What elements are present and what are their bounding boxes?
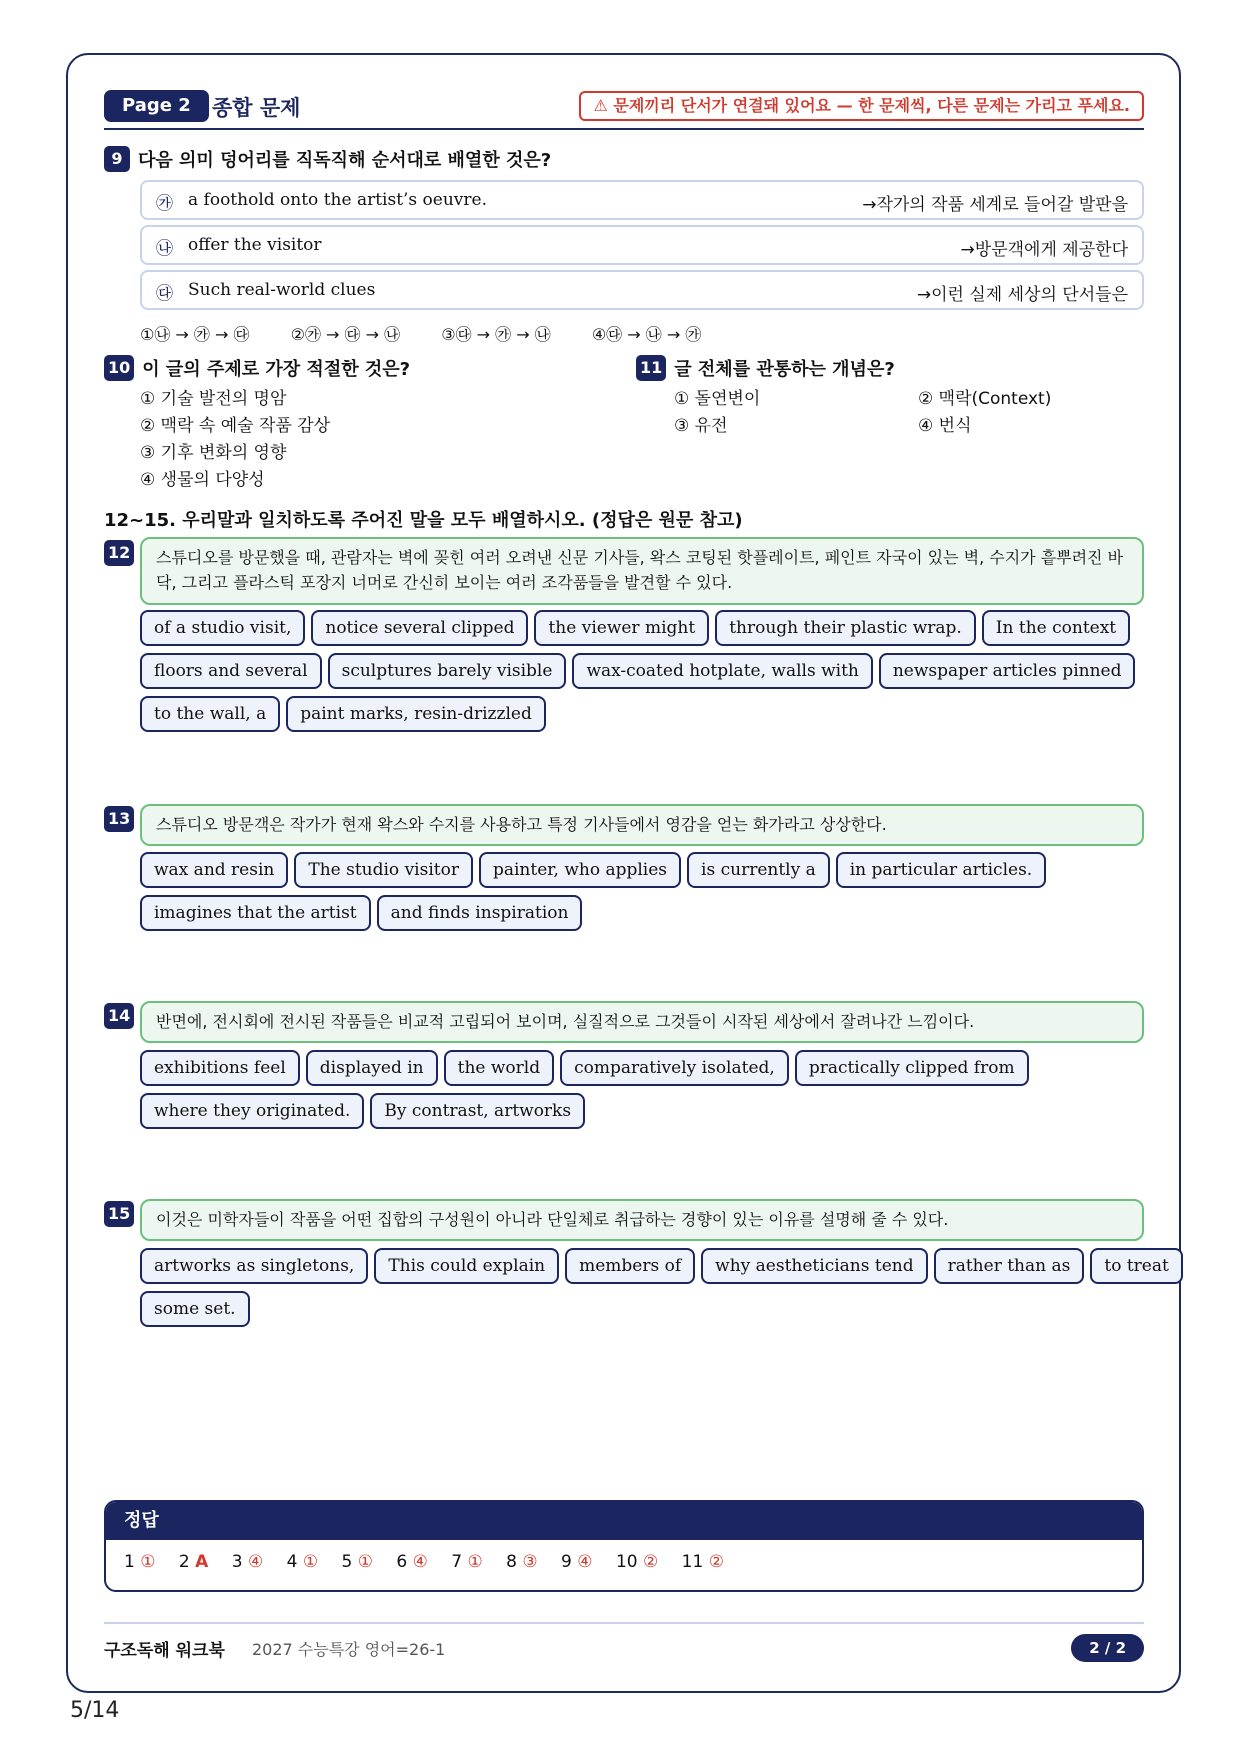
question-9-options <box>140 322 737 345</box>
page-footer <box>104 1622 1144 1672</box>
chip-line <box>140 1291 1150 1327</box>
chunk-mark: ㉰ <box>156 284 173 304</box>
word-chip[interactable]: newspaper articles pinned <box>879 653 1136 689</box>
word-chip[interactable]: exhibitions feel <box>140 1050 300 1086</box>
question-10-heading <box>104 355 410 381</box>
answer-value: ① <box>467 1552 483 1572</box>
answer-value: ④ <box>577 1552 593 1572</box>
option[interactable]: ②㉮ → ㉰ → ㉯ <box>290 325 401 344</box>
chunk-row <box>140 270 1144 310</box>
chunk-korean: →이런 실제 세상의 단서들은 <box>916 285 1128 305</box>
answer-item <box>682 1552 724 1572</box>
answer-item <box>396 1552 427 1572</box>
answer-key-title: 정답 <box>106 1502 1142 1540</box>
answer-value: ④ <box>247 1552 264 1572</box>
question-number-badge: 13 <box>104 806 134 832</box>
chunk-english: Such real-world clues <box>188 280 376 300</box>
word-chip[interactable]: where they originated. <box>140 1093 364 1129</box>
chunk-korean: →작가의 작품 세계로 들어갈 발판을 <box>862 195 1128 215</box>
word-chip[interactable]: The studio visitor <box>294 852 473 888</box>
word-chip[interactable]: and finds inspiration <box>377 895 583 931</box>
option[interactable]: ② 맥락 속 예술 작품 감상 <box>140 416 331 436</box>
chip-line <box>140 1050 1150 1086</box>
question-number-badge: 10 <box>104 355 134 381</box>
answer-item <box>287 1552 318 1572</box>
word-chip[interactable]: members of <box>565 1248 695 1284</box>
word-chip-area <box>140 610 1150 739</box>
answer-value: ④ <box>412 1552 428 1572</box>
answer-number: 10 <box>615 1552 638 1572</box>
answer-item <box>561 1552 592 1572</box>
chip-line <box>140 696 1150 732</box>
question-number-badge: 11 <box>636 355 666 381</box>
korean-sentence-box: 이것은 미학자들이 작품을 어떤 집합의 구성원이 아니라 단일체로 취급하는 경향이 있는 이유를 설명해 줄 수 있다. <box>140 1199 1144 1241</box>
word-chip[interactable]: some set. <box>140 1291 250 1327</box>
word-chip[interactable]: painter, who applies <box>479 852 681 888</box>
section-title: 12~15. 우리말과 일치하도록 주어진 말을 모두 배열하시오. (정답은 원문 참고) <box>104 510 743 531</box>
korean-sentence-box: 스튜디오를 방문했을 때, 관람자는 벽에 꽂힌 여러 오려낸 신문 기사들, 왁스 코팅된 핫플레이트, 페인트 자국이 있는 벽, 수지가 흩뿌려진 바닥, 그리고 플라스틱 포장지 너머로 간신히 보이는 여러 조각품들을 발견할 수 있다. <box>140 537 1144 605</box>
chip-line <box>140 895 1150 931</box>
workbook-subtitle: 2027 수능특강 영어=26-1 <box>252 1640 446 1659</box>
option[interactable]: ③ 유전 <box>674 416 728 436</box>
option[interactable]: ③ 기후 변화의 영향 <box>140 443 287 463</box>
chip-line <box>140 610 1150 646</box>
answer-item <box>616 1552 658 1572</box>
word-chip[interactable]: to treat <box>1090 1248 1182 1284</box>
chunk-korean: →방문객에게 제공한다 <box>960 240 1128 260</box>
option[interactable]: ③㉰ → ㉮ → ㉯ <box>441 325 551 344</box>
chunk-row <box>140 225 1144 265</box>
word-chip-area <box>140 1248 1169 1334</box>
warning-banner: ⚠ 문제끼리 단서가 연결돼 있어요 — 한 문제씩, 다른 문제는 가리고 푸세요. <box>579 91 1144 121</box>
answer-value: A <box>195 1552 209 1572</box>
word-chip[interactable]: displayed in <box>306 1050 438 1086</box>
word-chip[interactable]: practically clipped from <box>795 1050 1029 1086</box>
word-chip[interactable]: rather than as <box>934 1248 1085 1284</box>
chunk-row <box>140 180 1144 220</box>
answer-item <box>232 1552 263 1572</box>
word-chip[interactable]: the viewer might <box>534 610 709 646</box>
word-chip[interactable]: By contrast, artworks <box>370 1093 585 1129</box>
answer-value: ① <box>357 1552 373 1572</box>
word-chip[interactable]: in particular articles. <box>836 852 1046 888</box>
question-11-options-right <box>918 386 1051 440</box>
chip-line <box>140 852 1150 888</box>
word-chip[interactable]: wax and resin <box>140 852 288 888</box>
answer-item <box>179 1552 208 1572</box>
workbook-title: 구조독해 워크북 <box>104 1641 225 1661</box>
word-chip[interactable]: notice several clipped <box>311 610 528 646</box>
word-chip[interactable]: the world <box>444 1050 554 1086</box>
question-10-options <box>140 386 330 494</box>
answer-number: 8 <box>506 1552 517 1572</box>
chunk-english: a foothold onto the artist’s oeuvre. <box>188 190 487 210</box>
word-chip[interactable]: floors and several <box>140 653 322 689</box>
answer-value: ② <box>642 1552 659 1572</box>
word-chip[interactable]: through their plastic wrap. <box>715 610 976 646</box>
chunk-mark: ㉯ <box>156 239 173 259</box>
answer-value: ① <box>302 1552 319 1572</box>
page-indicator-badge: 2 / 2 <box>1071 1634 1144 1662</box>
option[interactable]: ① 돌연변이 <box>674 389 761 409</box>
word-chip[interactable]: is currently a <box>687 852 830 888</box>
question-number-badge: 14 <box>104 1003 134 1029</box>
question-text: 다음 의미 덩어리를 직독직해 순서대로 배열한 것은? <box>138 150 552 171</box>
answer-number: 4 <box>286 1552 298 1572</box>
answer-item <box>451 1552 482 1572</box>
word-chip-area <box>140 1050 1150 1136</box>
chunk-english: offer the visitor <box>188 235 322 255</box>
word-chip[interactable]: to the wall, a <box>140 696 280 732</box>
chip-line <box>140 1093 1150 1129</box>
word-chip-area <box>140 852 1150 938</box>
word-chip[interactable]: sculptures barely visible <box>328 653 567 689</box>
option[interactable]: ④ 생물의 다양성 <box>140 470 265 490</box>
korean-sentence-box: 스튜디오 방문객은 작가가 현재 왁스와 수지를 사용하고 특정 기사들에서 영감을 얻는 화가라고 상상한다. <box>140 804 1144 846</box>
page-counter: 5/14 <box>70 1698 120 1723</box>
answer-number: 6 <box>396 1552 408 1572</box>
word-chip[interactable]: of a studio visit, <box>140 610 305 646</box>
answer-key-body <box>106 1540 1142 1584</box>
option[interactable]: ① 기술 발전의 명암 <box>140 389 287 409</box>
answer-number: 3 <box>231 1552 243 1572</box>
chip-line <box>140 653 1150 689</box>
answer-number: 11 <box>681 1552 704 1572</box>
answer-value: ③ <box>522 1552 538 1572</box>
option[interactable]: ④ 번식 <box>918 416 972 436</box>
answer-value: ① <box>140 1552 156 1572</box>
word-chip[interactable]: comparatively isolated, <box>560 1050 789 1086</box>
answer-key <box>104 1500 1144 1592</box>
korean-sentence-box: 반면에, 전시회에 전시된 작품들은 비교적 고립되어 보이며, 실질적으로 그것들이 시작된 세상에서 잘려나간 느낌이다. <box>140 1001 1144 1043</box>
question-11-options-left <box>674 386 760 440</box>
chunk-mark: ㉮ <box>156 194 173 214</box>
page-header <box>104 90 1144 130</box>
answer-number: 2 <box>178 1552 190 1572</box>
question-text: 글 전체를 관통하는 개념은? <box>674 359 895 380</box>
option[interactable]: ② 맥락(Context) <box>918 389 1052 409</box>
question-number-badge: 9 <box>104 146 130 172</box>
word-chip[interactable]: In the context <box>982 610 1130 646</box>
word-chip[interactable]: why aestheticians tend <box>701 1248 927 1284</box>
word-chip[interactable]: artworks as singletons, <box>140 1248 368 1284</box>
answer-number: 1 <box>124 1552 135 1572</box>
question-9-heading <box>104 146 551 172</box>
word-chip[interactable]: wax-coated hotplate, walls with <box>572 653 872 689</box>
answer-number: 7 <box>451 1552 463 1572</box>
word-chip[interactable]: This could explain <box>374 1248 559 1284</box>
word-chip[interactable]: paint marks, resin-drizzled <box>286 696 546 732</box>
answer-number: 5 <box>341 1552 353 1572</box>
option[interactable]: ①㉯ → ㉮ → ㉰ <box>140 325 250 344</box>
answer-item <box>506 1552 537 1572</box>
word-chip[interactable]: imagines that the artist <box>140 895 371 931</box>
answer-item <box>124 1552 155 1572</box>
question-11-heading <box>636 355 895 381</box>
answer-number: 9 <box>561 1552 572 1572</box>
page-label-badge: Page 2 <box>104 90 209 122</box>
question-number-badge: 15 <box>104 1201 134 1227</box>
question-text: 이 글의 주제로 가장 적절한 것은? <box>142 359 411 380</box>
answer-value: ② <box>708 1552 724 1572</box>
answer-item <box>341 1552 372 1572</box>
chip-line <box>140 1248 1169 1284</box>
option[interactable]: ④㉰ → ㉯ → ㉮ <box>591 325 702 344</box>
page-title: 종합 문제 <box>212 96 301 120</box>
question-number-badge: 12 <box>104 540 134 566</box>
